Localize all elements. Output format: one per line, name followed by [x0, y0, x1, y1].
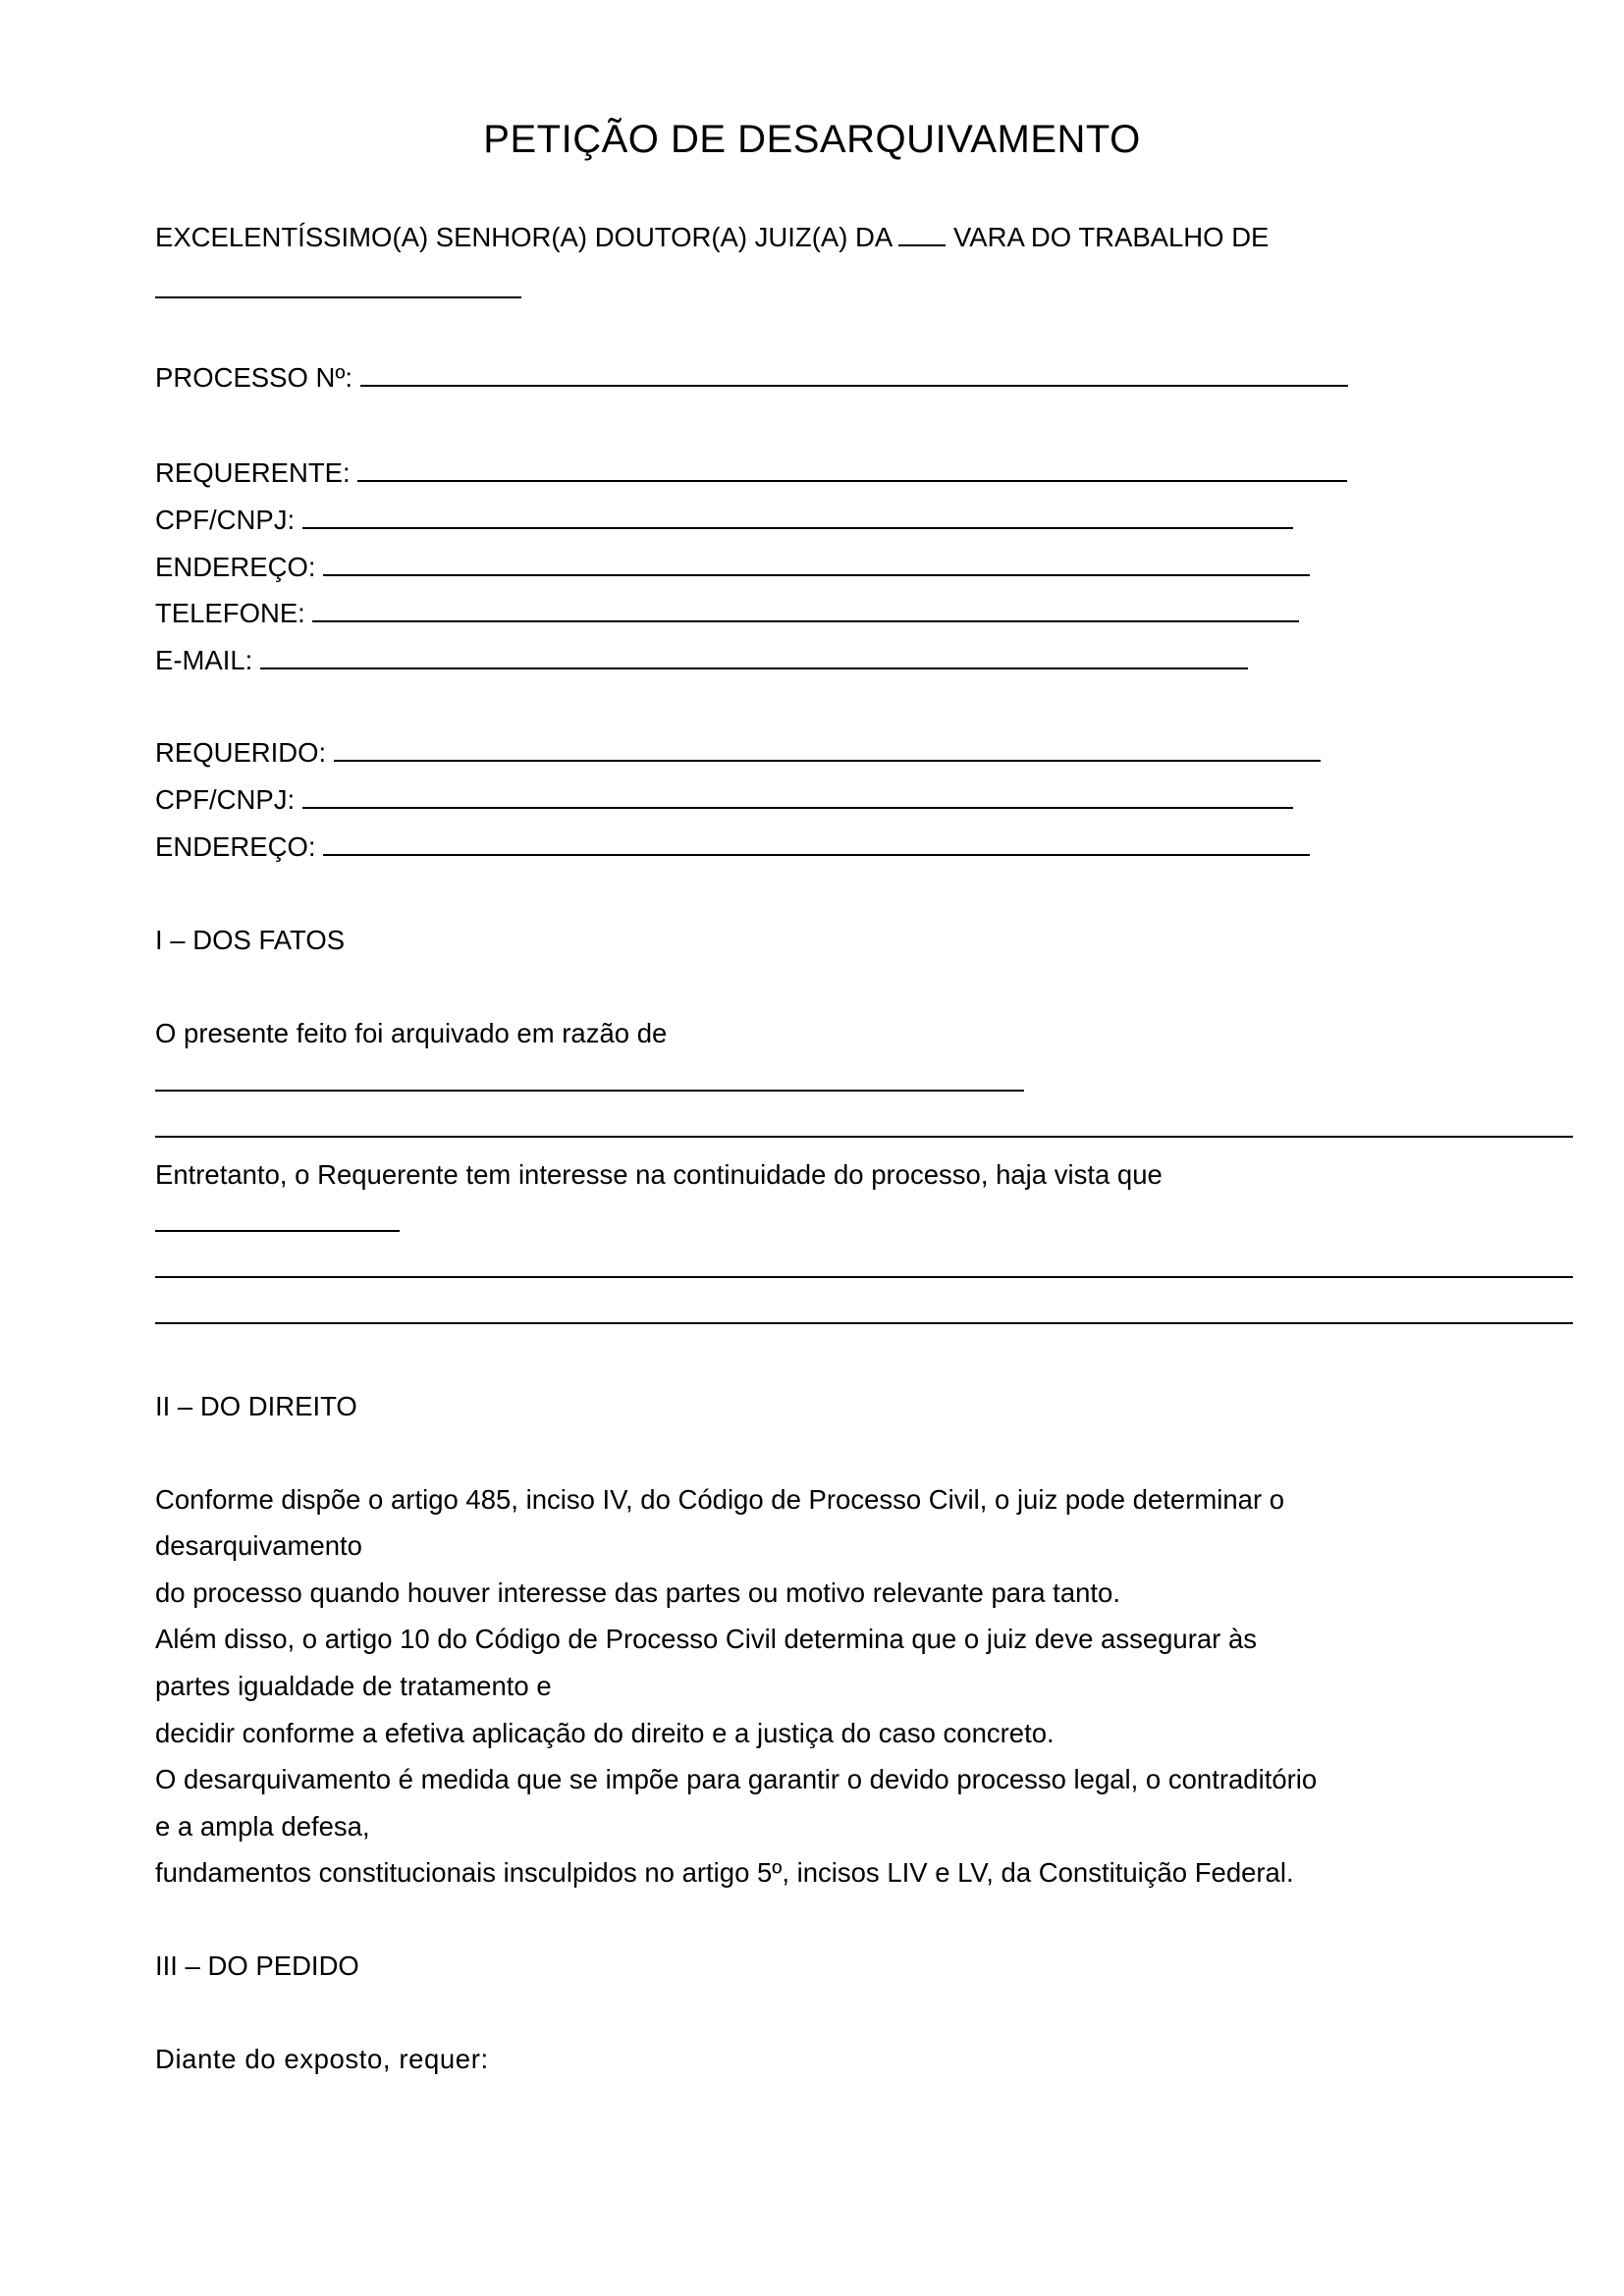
direito-line: desarquivamento	[155, 1530, 362, 1561]
requerido-cpf-line	[155, 783, 1293, 817]
requerido-endereco-blank[interactable]	[323, 830, 1310, 856]
requerente-email-label: E-MAIL:	[155, 645, 253, 675]
requerido-cpf-label: CPF/CNPJ:	[155, 784, 296, 815]
requerente-telefone-label: TELEFONE:	[155, 598, 305, 628]
fatos-paragraph-1: O presente feito foi arquivado em razão de	[155, 1018, 668, 1048]
fatos-interest-blank-2[interactable]	[155, 1276, 1573, 1278]
vara-city-blank[interactable]	[155, 296, 521, 298]
process-label: PROCESSO Nº:	[155, 362, 353, 393]
direito-line: Conforme dispõe o artigo 485, inciso IV, do Código de Processo Civil, o juiz pode determinar o	[155, 1484, 1285, 1515]
requerente-label: REQUERENTE:	[155, 457, 351, 488]
requerente-email-blank[interactable]	[260, 644, 1248, 669]
requerente-email-line	[155, 644, 1248, 677]
pedido-intro: Diante do exposto, requer:	[155, 2044, 489, 2074]
pedido-heading: III – DO PEDIDO	[155, 1950, 359, 1981]
requerente-endereco-line	[155, 551, 1310, 584]
addressee-text: EXCELENTÍSSIMO(A) SENHOR(A) DOUTOR(A) JUIZ(A) DA	[155, 222, 892, 252]
requerido-endereco-label: ENDEREÇO:	[155, 831, 316, 862]
direito-line: e a ampla defesa,	[155, 1811, 370, 1842]
requerente-cpf-blank[interactable]	[302, 504, 1293, 529]
requerente-endereco-blank[interactable]	[323, 551, 1310, 576]
direito-line: fundamentos constitucionais insculpidos no artigo 5º, incisos LIV e LV, da Constituição Federal.	[155, 1857, 1294, 1888]
requerente-endereco-label: ENDEREÇO:	[155, 552, 316, 582]
direito-line: decidir conforme a efetiva aplicação do direito e a justiça do caso concreto.	[155, 1718, 1055, 1748]
direito-line: partes igualdade de tratamento e	[155, 1671, 552, 1701]
requerente-line	[155, 456, 1347, 490]
direito-line: do processo quando houver interesse das partes ou motivo relevante para tanto.	[155, 1577, 1120, 1608]
addressee-line	[155, 221, 1269, 254]
requerente-telefone-blank[interactable]	[312, 597, 1299, 622]
requerido-name-blank[interactable]	[334, 736, 1321, 762]
direito-line: Além disso, o artigo 10 do Código de Processo Civil determina que o juiz deve assegurar às	[155, 1624, 1257, 1654]
requerente-telefone-line	[155, 597, 1299, 630]
fatos-reason-blank-2[interactable]	[155, 1136, 1573, 1138]
requerido-cpf-blank[interactable]	[302, 783, 1293, 809]
fatos-interest-blank-3[interactable]	[155, 1322, 1573, 1324]
fatos-paragraph-2: Entretanto, o Requerente tem interesse na continuidade do processo, haja vista que	[155, 1159, 1163, 1190]
process-line	[155, 361, 1348, 395]
requerente-cpf-label: CPF/CNPJ:	[155, 505, 296, 535]
document-title: PETIÇÃO DE DESARQUIVAMENTO	[483, 118, 1141, 161]
requerido-label: REQUERIDO:	[155, 737, 327, 768]
direito-heading: II – DO DIREITO	[155, 1391, 357, 1421]
fatos-heading: I – DOS FATOS	[155, 925, 346, 955]
requerente-cpf-line	[155, 504, 1293, 537]
requerido-endereco-line	[155, 830, 1310, 864]
requerente-name-blank[interactable]	[357, 456, 1347, 482]
vara-number-blank[interactable]	[898, 221, 946, 246]
process-number-blank[interactable]	[360, 361, 1348, 387]
fatos-reason-blank-1[interactable]	[155, 1090, 1024, 1092]
direito-line: O desarquivamento é medida que se impõe para garantir o devido processo legal, o contraditório	[155, 1764, 1318, 1794]
fatos-interest-blank-1[interactable]	[155, 1230, 400, 1232]
requerido-line	[155, 736, 1321, 770]
addressee-tail-text: VARA DO TRABALHO DE	[952, 222, 1270, 252]
